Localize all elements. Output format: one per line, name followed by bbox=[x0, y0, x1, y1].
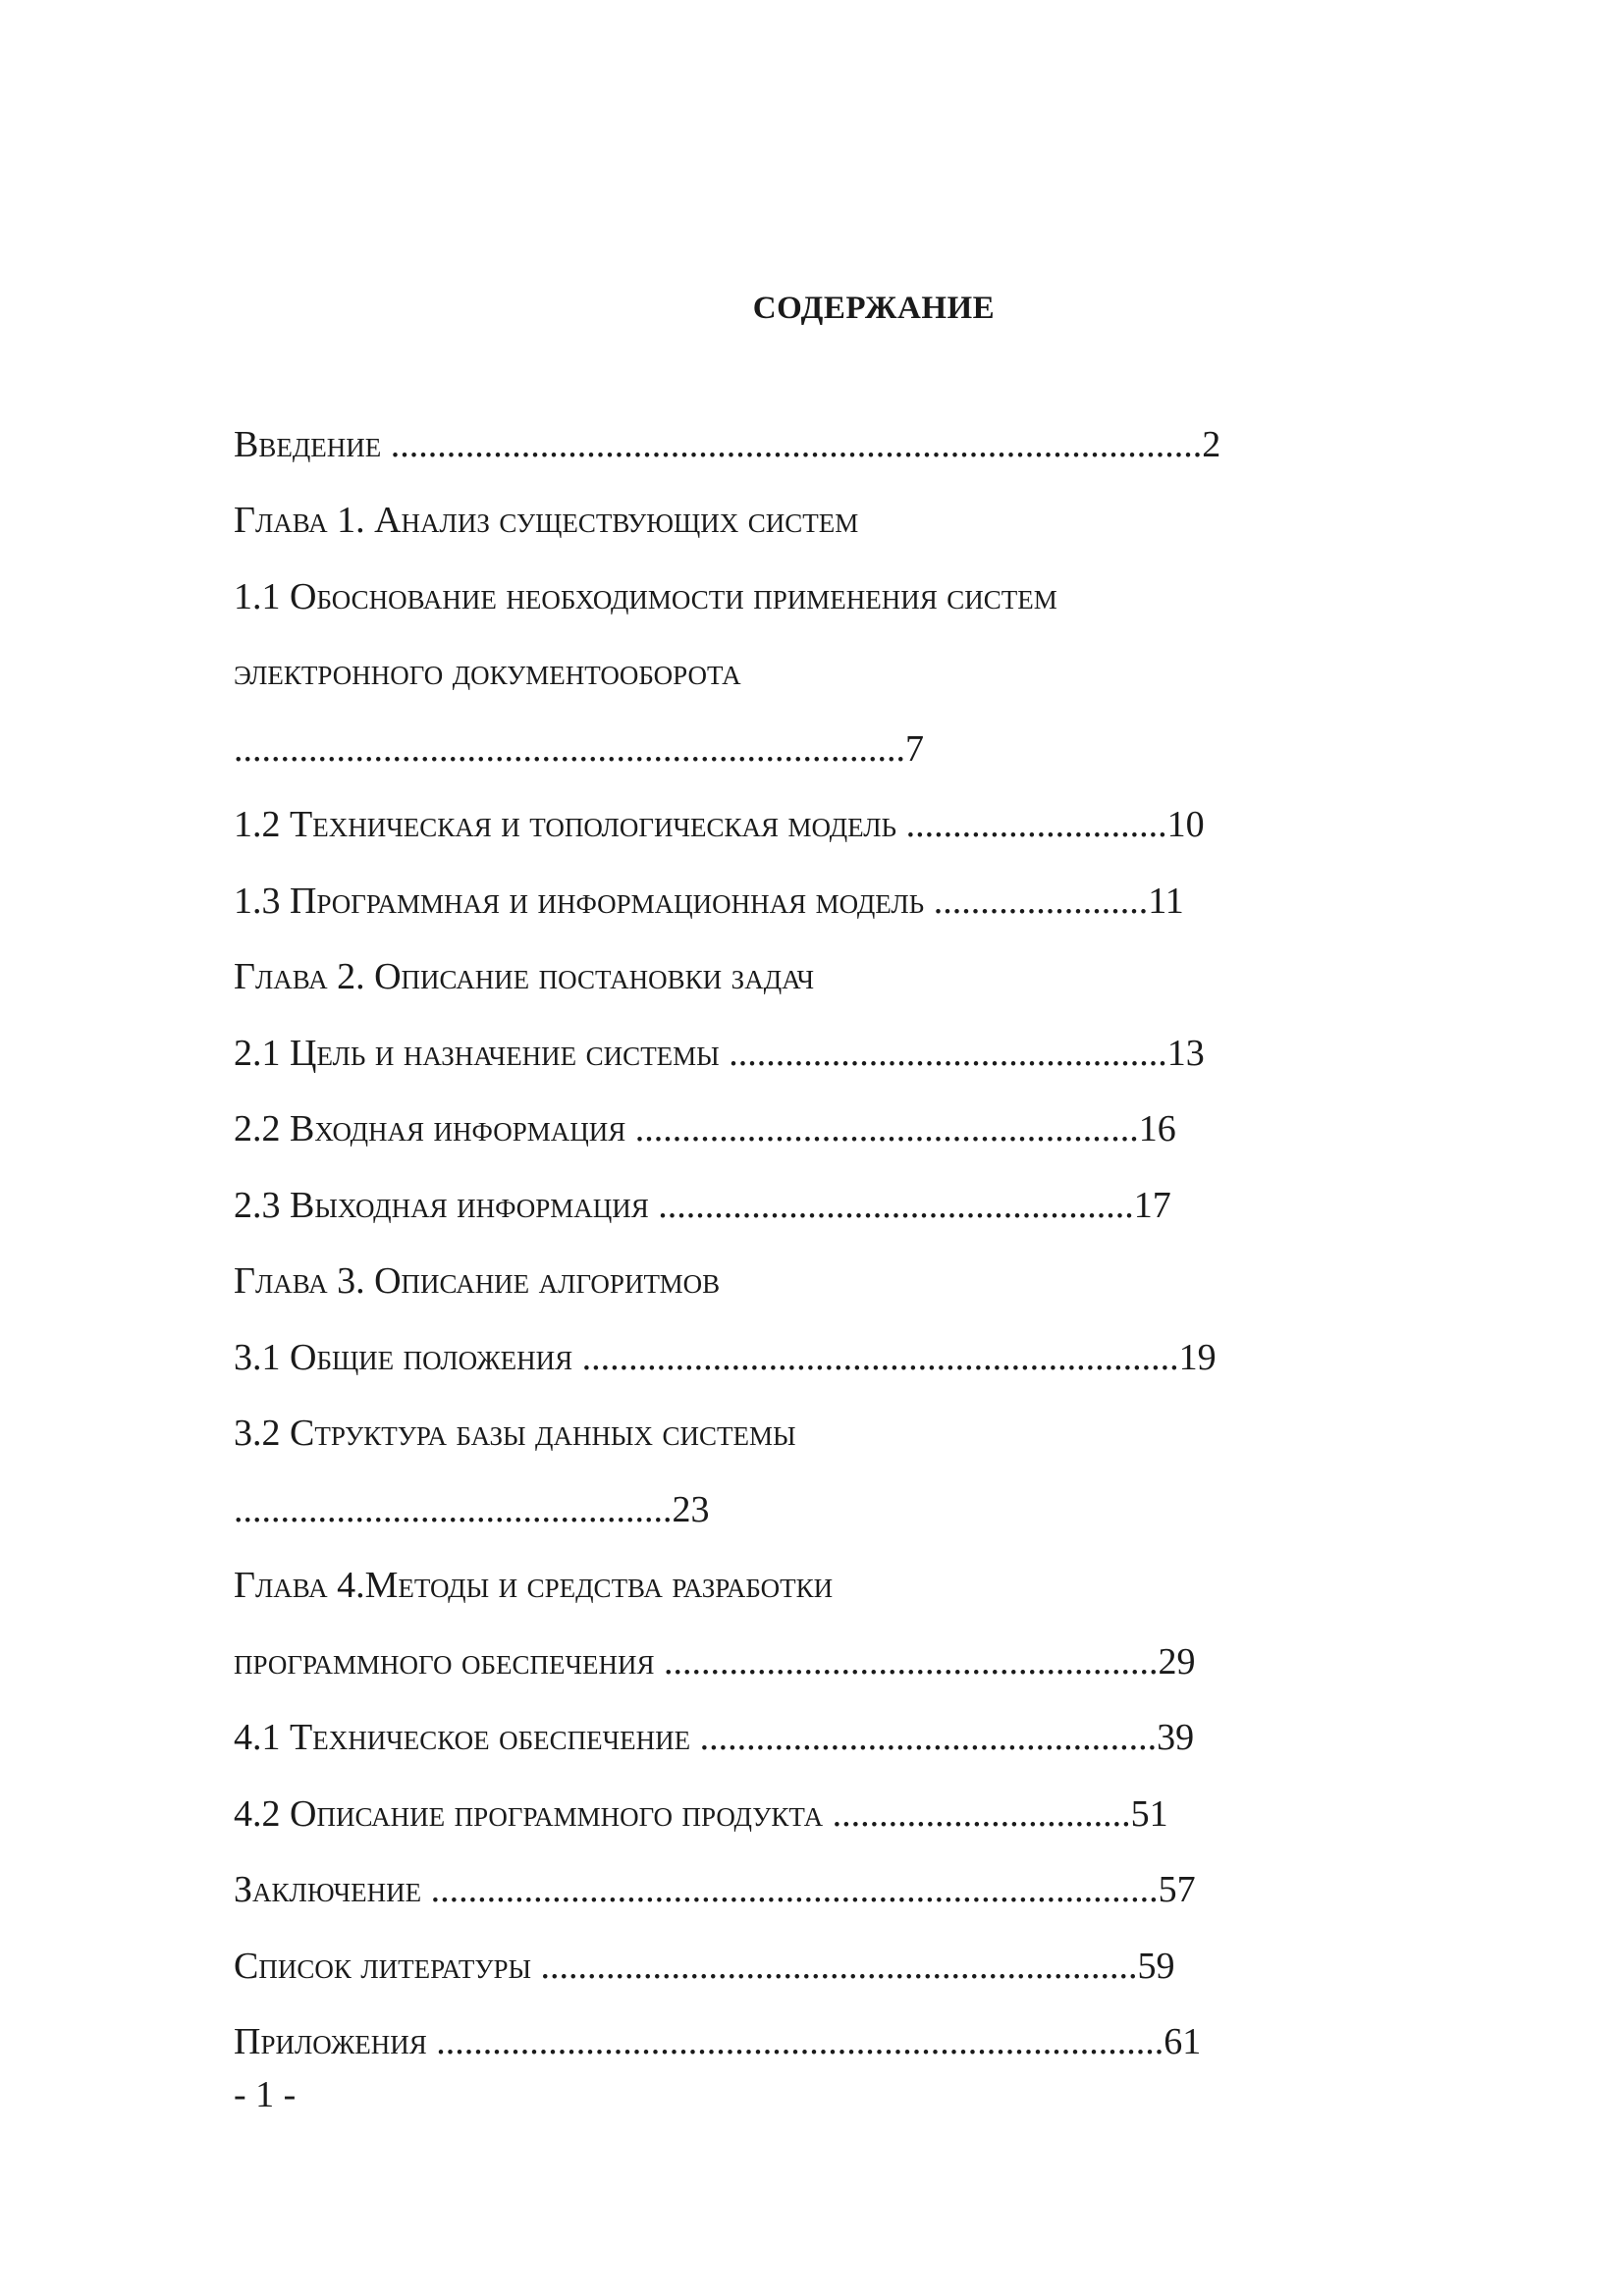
toc-entry-text: 2.2 Входная информация bbox=[234, 1108, 626, 1149]
toc-leader-dots: ...................................................... bbox=[625, 1108, 1139, 1149]
toc-page-number: 7 bbox=[905, 728, 924, 770]
toc-leader-dots: ................................................... bbox=[648, 1185, 1134, 1226]
toc-page-number: 51 bbox=[1130, 1793, 1168, 1835]
toc-entry-text: Глава 4.Методы и средства разработки bbox=[234, 1565, 834, 1606]
toc-leader-dots: ....................................................................................... bbox=[381, 424, 1203, 465]
toc-entry-text: 1.1 Обоснование необходимости применения систем bbox=[234, 576, 1057, 617]
toc-leader-dots: ............................................... bbox=[719, 1033, 1167, 1074]
toc-page-number: 59 bbox=[1137, 1946, 1175, 1987]
toc-entry bbox=[234, 805, 1205, 844]
toc-leader-dots: ..................................................... bbox=[654, 1641, 1159, 1682]
toc-leader-dots: .............................................................................. bbox=[426, 2021, 1164, 2062]
toc-leader-dots: ....................... bbox=[924, 881, 1149, 922]
toc-entry-text: Список литературы bbox=[234, 1946, 532, 1987]
toc-entry bbox=[234, 1490, 710, 1529]
toc-entry-text: Приложения bbox=[234, 2021, 427, 2062]
toc-entry bbox=[234, 881, 1184, 921]
toc-entry-text: Глава 2. Описание постановки задач bbox=[234, 956, 815, 997]
toc-entry-text: Глава 1. Анализ существующих систем bbox=[234, 500, 859, 541]
toc-entry bbox=[234, 1109, 1176, 1148]
toc-entry bbox=[234, 425, 1220, 464]
page-title: СОДЕРЖАНИЕ bbox=[752, 291, 996, 326]
toc-entry-text: 1.2 Техническая и топологическая модель bbox=[234, 804, 897, 845]
toc-leader-dots: ........................................................................ bbox=[234, 728, 905, 770]
toc-entry-text: 4.1 Техническое обеспечение bbox=[234, 1717, 691, 1758]
toc-leader-dots: ............................................... bbox=[234, 1489, 673, 1530]
toc-entry-text: электронного документооборота bbox=[234, 652, 741, 693]
toc-page-number: 16 bbox=[1138, 1108, 1176, 1149]
toc-entry bbox=[234, 1794, 1168, 1834]
toc-leader-dots: ................................ bbox=[823, 1793, 1131, 1835]
toc-entry bbox=[234, 1186, 1171, 1225]
toc-page-number: 29 bbox=[1158, 1641, 1196, 1682]
toc-entry bbox=[234, 1414, 796, 1453]
toc-entry bbox=[234, 1642, 1196, 1682]
toc-entry bbox=[234, 501, 858, 540]
toc-leader-dots: .............................................................................. bbox=[421, 1869, 1159, 1910]
toc-page-number: 2 bbox=[1202, 424, 1221, 465]
toc-entry bbox=[234, 2022, 1201, 2061]
toc-entry bbox=[234, 957, 814, 996]
toc-entry-text: программного обеспечения bbox=[234, 1641, 655, 1682]
toc-leader-dots: ................................................. bbox=[690, 1717, 1158, 1758]
toc-page-number: 17 bbox=[1133, 1185, 1171, 1226]
toc-page-number: 13 bbox=[1166, 1033, 1205, 1074]
toc-page-number: 11 bbox=[1148, 881, 1184, 922]
toc-page-number: 61 bbox=[1164, 2021, 1202, 2062]
toc-entry bbox=[234, 1566, 833, 1605]
toc-entry bbox=[234, 1718, 1194, 1757]
toc-entry bbox=[234, 1338, 1217, 1377]
toc-leader-dots: ................................................................ bbox=[531, 1946, 1138, 1987]
toc-entry-text: 2.3 Выходная информация bbox=[234, 1185, 649, 1226]
toc-entry-text: Глава 3. Описание алгоритмов bbox=[234, 1260, 721, 1302]
toc-entry bbox=[234, 729, 924, 769]
toc-entry-text: 4.2 Описание программного продукта bbox=[234, 1793, 824, 1835]
toc-entry-text: 2.1 Цель и назначение системы bbox=[234, 1033, 720, 1074]
toc-entry-text: 1.3 Программная и информационная модель bbox=[234, 881, 925, 922]
toc-entry-text: 3.1 Общие положения bbox=[234, 1337, 573, 1378]
toc-page-number: 23 bbox=[672, 1489, 710, 1530]
toc-entry bbox=[234, 1870, 1196, 1909]
toc-page-number: 57 bbox=[1158, 1869, 1196, 1910]
toc-page-number: 19 bbox=[1178, 1337, 1217, 1378]
toc-page-number: 39 bbox=[1157, 1717, 1195, 1758]
page-number-footer: - 1 - bbox=[234, 2074, 297, 2115]
toc-entry bbox=[234, 1947, 1175, 1986]
toc-entry bbox=[234, 1261, 720, 1301]
toc-entry bbox=[234, 1034, 1205, 1073]
toc-leader-dots: ................................................................ bbox=[572, 1337, 1179, 1378]
toc-entry-text: Заключение bbox=[234, 1869, 422, 1910]
toc-entry-text: 3.2 Структура базы данных системы bbox=[234, 1413, 796, 1454]
toc-leader-dots: ............................ bbox=[896, 804, 1167, 845]
toc-page-number: 10 bbox=[1166, 804, 1205, 845]
toc-entry-text: Введение bbox=[234, 424, 382, 465]
toc-entry bbox=[234, 577, 1057, 616]
toc-entry bbox=[234, 653, 741, 692]
